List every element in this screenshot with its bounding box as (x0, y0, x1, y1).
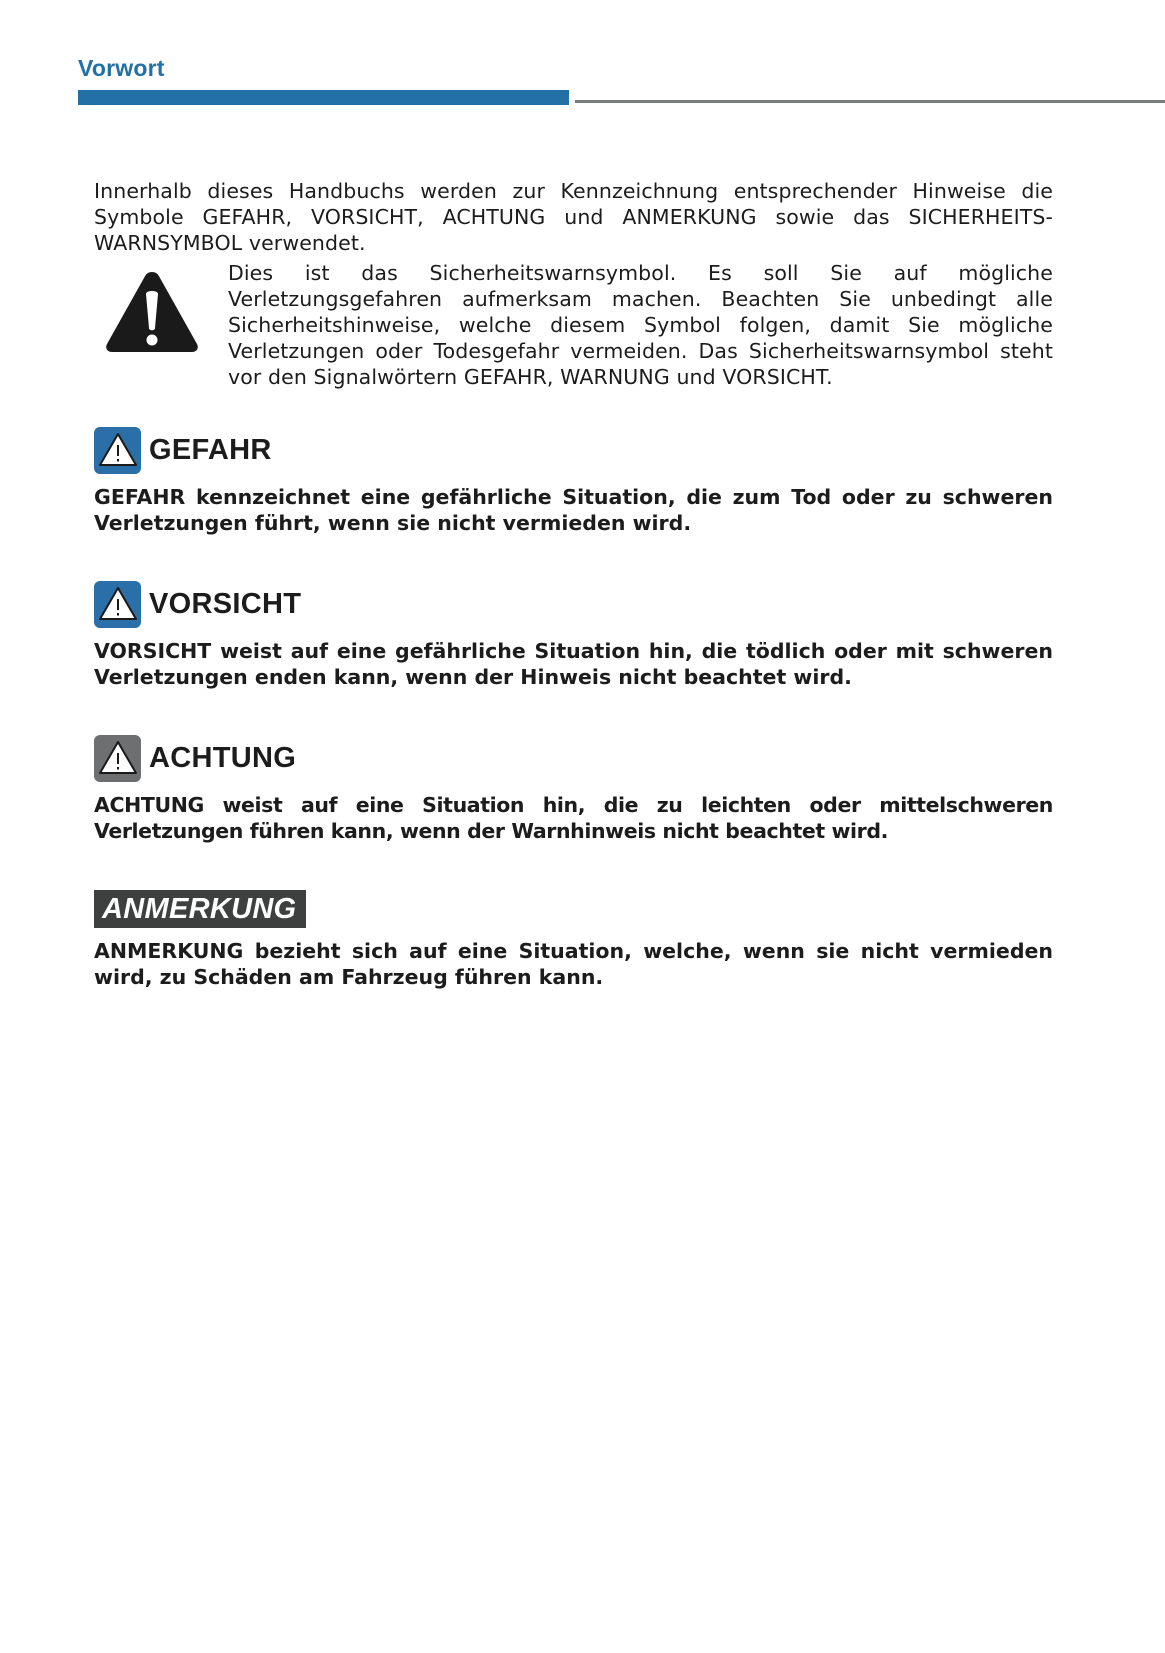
note-description: ANMERKUNG bezieht sich auf eine Situation, welche, wenn sie nicht vermieden wird, zu Schäden am Fahrzeug führen kann. (94, 939, 1053, 989)
signal-description: GEFAHR kennzeichnet eine gefährliche Situation, die zum Tod oder zu schweren Verletzungen führt, wenn sie nicht vermieden wird. (94, 485, 1053, 535)
signal-vorsicht (94, 580, 1053, 690)
signal-label: ACHTUNG (149, 741, 297, 774)
note-anmerkung (94, 890, 1053, 990)
signal-description: VORSICHT weist auf eine gefährliche Situation hin, die tödlich oder mit schweren Verletzungen enden kann, wenn der Hinweis nicht beachtet wird. (94, 639, 1053, 689)
safety-symbol-block (94, 260, 1053, 390)
warning-triangle-icon (94, 581, 141, 628)
signal-label: VORSICHT (149, 587, 302, 620)
note-badge: ANMERKUNG (94, 890, 306, 928)
section-title: Vorwort (78, 55, 165, 81)
intro-paragraph: Innerhalb dieses Handbuchs werden zur Kennzeichnung entsprechender Hinweise die Symbole GEFAHR, VORSICHT, ACHTUNG und ANMERKUNG sowie das SICHERHEITS-WARNSYMBOL verwendet. (94, 179, 1053, 255)
page-content (94, 178, 1053, 990)
signal-achtung (94, 734, 1053, 844)
header-rule-accent (78, 90, 569, 105)
header-rule-grey (575, 100, 1165, 103)
signal-description: ACHTUNG weist auf eine Situation hin, die zu leichten oder mittelschweren Verletzungen führen kann, wenn der Warnhinweis nicht beachtet wird. (94, 793, 1053, 843)
signal-gefahr (94, 426, 1053, 536)
safety-symbol-description: Dies ist das Sicherheitswarnsymbol. Es soll Sie auf mögliche Verletzungsgefahren aufmerksam machen. Beachten Sie unbedingt alle Sicherheitshinweise, welche diesem Symbol folgen, damit Sie mögliche Verletzungen oder Todesgefahr vermeiden. Das Sicherheitswarnsymbol steht vor den Signalwörtern GEFAHR, WARNUNG und VORSICHT. (228, 261, 1053, 389)
warning-triangle-icon (94, 427, 141, 474)
signal-label: GEFAHR (149, 433, 272, 466)
warning-triangle-exclamation-icon (94, 260, 228, 390)
warning-triangle-icon (94, 735, 141, 782)
